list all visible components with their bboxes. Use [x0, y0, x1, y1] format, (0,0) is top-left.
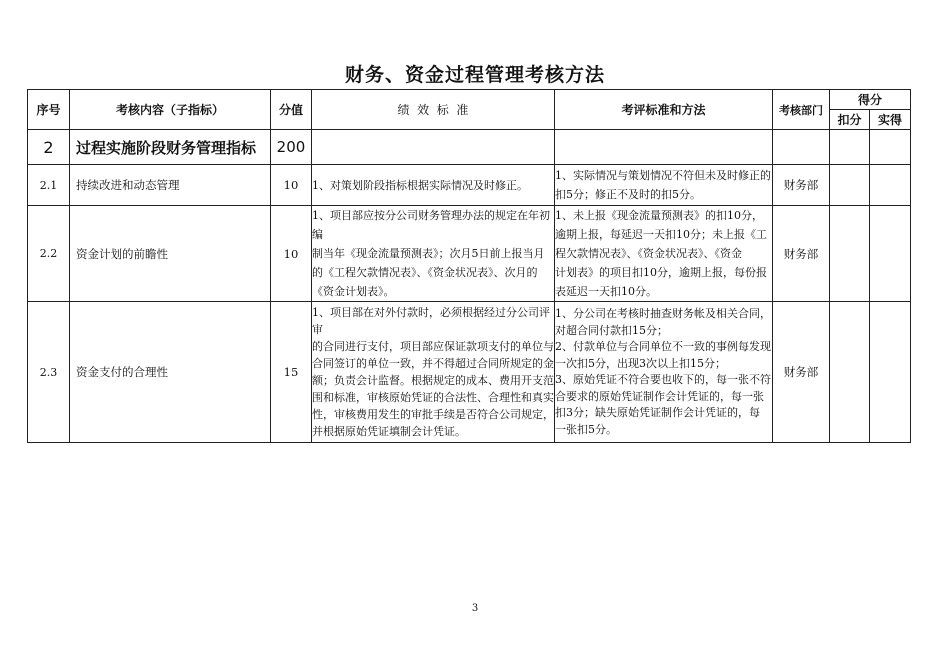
standard-line: 额；负责会计监督。根据规定的成本、费用开支范: [312, 374, 554, 387]
row-method: [555, 165, 773, 206]
row-actual-cell: [870, 206, 911, 302]
row-seq: 2.2: [28, 206, 70, 302]
section-deduct-cell: [830, 130, 870, 165]
table-row: [28, 165, 911, 206]
method-line: 对超合同付款扣15分；: [555, 323, 668, 337]
row-seq: 2.3: [28, 302, 70, 443]
header-method: 考评标准和方法: [555, 90, 773, 130]
row-name: 持续改进和动态管理: [70, 165, 271, 206]
method-line: 1、未上报《现金流量预测表》的扣10分，: [555, 209, 763, 222]
page-number: 3: [471, 603, 479, 614]
standard-line: 的《工程欠款情况表》、《资金状况表》、次月的: [312, 266, 538, 279]
row-score: 10: [271, 165, 312, 206]
section-standard-cell: [312, 130, 555, 165]
section-dept-cell: [773, 130, 830, 165]
row-actual-cell: [870, 165, 911, 206]
header-score: 分值: [271, 90, 312, 130]
table-row: [28, 206, 911, 302]
section-score: 200: [271, 130, 312, 165]
row-dept: 财务部: [773, 302, 830, 443]
row-standard: [312, 302, 555, 443]
section-name: 过程实施阶段财务管理指标: [70, 130, 271, 165]
row-deduct-cell: [830, 302, 870, 443]
section-method-cell: [555, 130, 773, 165]
row-deduct-cell: [830, 165, 870, 206]
row-standard: [312, 206, 555, 302]
row-name: 资金支付的合理性: [70, 302, 271, 443]
row-seq: 2.1: [28, 165, 70, 206]
header-row: [28, 90, 911, 110]
method-line: 计划表》的项目扣10分，逾期上报，每份报: [555, 266, 767, 279]
row-score: 15: [271, 302, 312, 443]
standard-line: 1、项目部应按分公司财务管理办法的规定在年初编: [312, 209, 550, 241]
method-line: 合要求的原始凭证制作会计凭证的，每一张: [555, 389, 764, 403]
row-method: [555, 302, 773, 443]
header-seq: 序号: [28, 90, 70, 130]
standard-line: 制当年《现金流量预测表》；次月5日前上报当月: [312, 247, 545, 260]
section-seq: 2: [28, 130, 70, 165]
method-line: 扣3分；缺失原始凭证制作会计凭证的，每: [555, 406, 760, 419]
header-deduct: 扣分: [830, 110, 870, 130]
row-deduct-cell: [830, 206, 870, 302]
header-content: 考核内容（子指标）: [70, 90, 271, 130]
standard-line: 1、对策划阶段指标根据实际情况及时修正。: [312, 178, 528, 192]
section-actual-cell: [870, 130, 911, 165]
standard-line: 围和标准，审核原始凭证的合法性、合理性和真实: [312, 391, 554, 404]
row-dept: 财务部: [773, 206, 830, 302]
method-line: 一张扣5分。: [555, 422, 617, 436]
row-standard: [312, 165, 555, 206]
method-line: 3、原始凭证不符合要也收下的，每一张不符: [555, 373, 771, 386]
standard-line: 的合同进行支付，项目部应保证款项支付的单位与: [312, 340, 554, 353]
row-dept: 财务部: [773, 165, 830, 206]
row-name: 资金计划的前瞻性: [70, 206, 271, 302]
assessment-table: [27, 89, 911, 443]
row-actual-cell: [870, 302, 911, 443]
method-line: 程欠款情况表》、《资金状况表》、《资金: [555, 247, 742, 260]
method-line: 表延迟一天扣10分。: [555, 285, 657, 298]
method-line: 一次扣5分，出现3次以上扣15分；: [555, 356, 726, 370]
method-line: 逾期上报，每延迟一天扣10分；未上报《工: [555, 228, 767, 241]
header-standard: 绩 效 标 准: [312, 90, 555, 130]
method-line: 2、付款单位与合同单位不一致的事例每发现: [555, 340, 771, 353]
standard-line: 并根据原始凭证填制会计凭证。: [312, 425, 466, 438]
method-line: 扣5分；修正不及时的扣5分。: [555, 188, 701, 201]
method-line: 1、分公司在考核时抽查财务帐及相关合同，: [555, 307, 771, 320]
method-line: 1、实际情况与策划情况不符但未及时修正的: [555, 169, 771, 182]
row-method: [555, 206, 773, 302]
standard-line: 1、项目部在对外付款时，必须根据经过分公司评审: [312, 306, 550, 336]
table-row: [28, 302, 911, 443]
standard-line: 性，审核费用发生的审批手续是否符合公司规定，: [312, 408, 554, 421]
standard-line: 《资金计划表》。: [312, 285, 395, 298]
section-row: [28, 130, 911, 165]
row-score: 10: [271, 206, 312, 302]
header-dept: 考核部门: [773, 90, 830, 130]
header-points: 得分: [830, 90, 911, 110]
standard-line: 合同签订的单位一致，并不得超过合同所规定的金: [312, 357, 554, 370]
page-title: 财务、资金过程管理考核方法: [344, 64, 605, 86]
header-actual: 实得: [870, 110, 911, 130]
